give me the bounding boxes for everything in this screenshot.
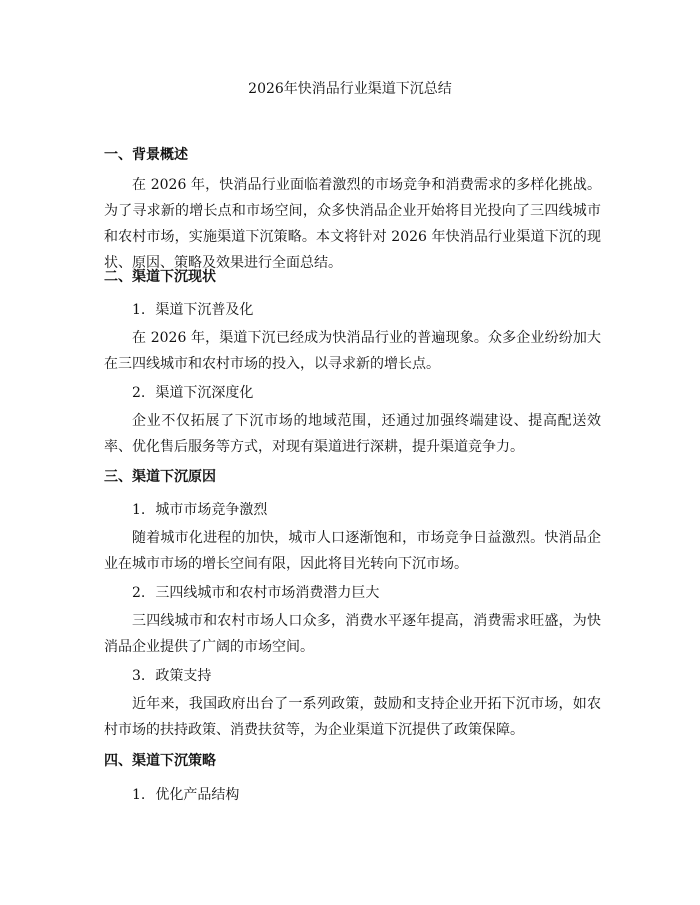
list-item-label: 政策支持 xyxy=(155,668,212,684)
paragraph-background: 在 2026 年，快消品行业面临着激烈的市场竞争和消费需求的多样化挑战。为了寻求新的增长点和市场空间，众多快消品企业开始将目光投向了三四线城市和农村市场，实施渠道下沉策略。本文将针对 2026 年快消品行业渠道下沉的现状、原因、策略及效果进行全面总结。 xyxy=(104,177,601,271)
list-item-label: 优化产品结构 xyxy=(155,787,240,803)
list-item-number: 1. xyxy=(132,787,146,803)
list-item-status-2 xyxy=(132,384,253,402)
list-item-number: 1. xyxy=(132,302,146,318)
list-item-strategies-1 xyxy=(132,786,239,804)
paragraph-reasons-1: 随着城市化进程的加快，城市人口逐渐饱和，市场竞争日益激烈。快消品企业在城市市场的增长空间有限，因此将目光转向下沉市场。 xyxy=(104,530,601,572)
list-item-reasons-2 xyxy=(132,584,379,602)
list-item-number: 2. xyxy=(132,585,146,601)
list-item-status-1 xyxy=(132,301,253,319)
paragraph-status-2: 企业不仅拓展了下沉市场的地域范围，还通过加强终端建设、提高配送效率、优化售后服务等方式，对现有渠道进行深耕，提升渠道竞争力。 xyxy=(104,413,601,455)
section-heading-status: 二、渠道下沉现状 xyxy=(104,269,216,285)
list-item-label: 城市市场竞争激烈 xyxy=(155,502,268,518)
paragraph-reasons-2: 三四线城市和农村市场人口众多，消费水平逐年提高，消费需求旺盛，为快消品企业提供了广阔的市场空间。 xyxy=(104,613,601,655)
list-item-label: 渠道下沉普及化 xyxy=(155,302,254,318)
section-heading-background: 一、背景概述 xyxy=(104,147,188,163)
list-item-number: 2. xyxy=(132,385,146,401)
paragraph-reasons-3: 近年来，我国政府出台了一系列政策，鼓励和支持企业开拓下沉市场，如农村市场的扶持政策、消费扶贫等，为企业渠道下沉提供了政策保障。 xyxy=(104,696,601,738)
document-title: 2026年快消品行业渠道下沉总结 xyxy=(248,81,452,97)
section-heading-reasons: 三、渠道下沉原因 xyxy=(104,469,216,485)
list-item-reasons-3 xyxy=(132,667,211,685)
paragraph-status-1: 在 2026 年，渠道下沉已经成为快消品行业的普遍现象。众多企业纷纷加大在三四线城市和农村市场的投入，以寻求新的增长点。 xyxy=(104,330,601,372)
list-item-label: 三四线城市和农村市场消费潜力巨大 xyxy=(155,585,380,601)
list-item-label: 渠道下沉深度化 xyxy=(155,385,254,401)
section-heading-strategies: 四、渠道下沉策略 xyxy=(104,753,216,769)
list-item-number: 3. xyxy=(132,668,146,684)
list-item-reasons-1 xyxy=(132,501,267,519)
list-item-number: 1. xyxy=(132,502,146,518)
